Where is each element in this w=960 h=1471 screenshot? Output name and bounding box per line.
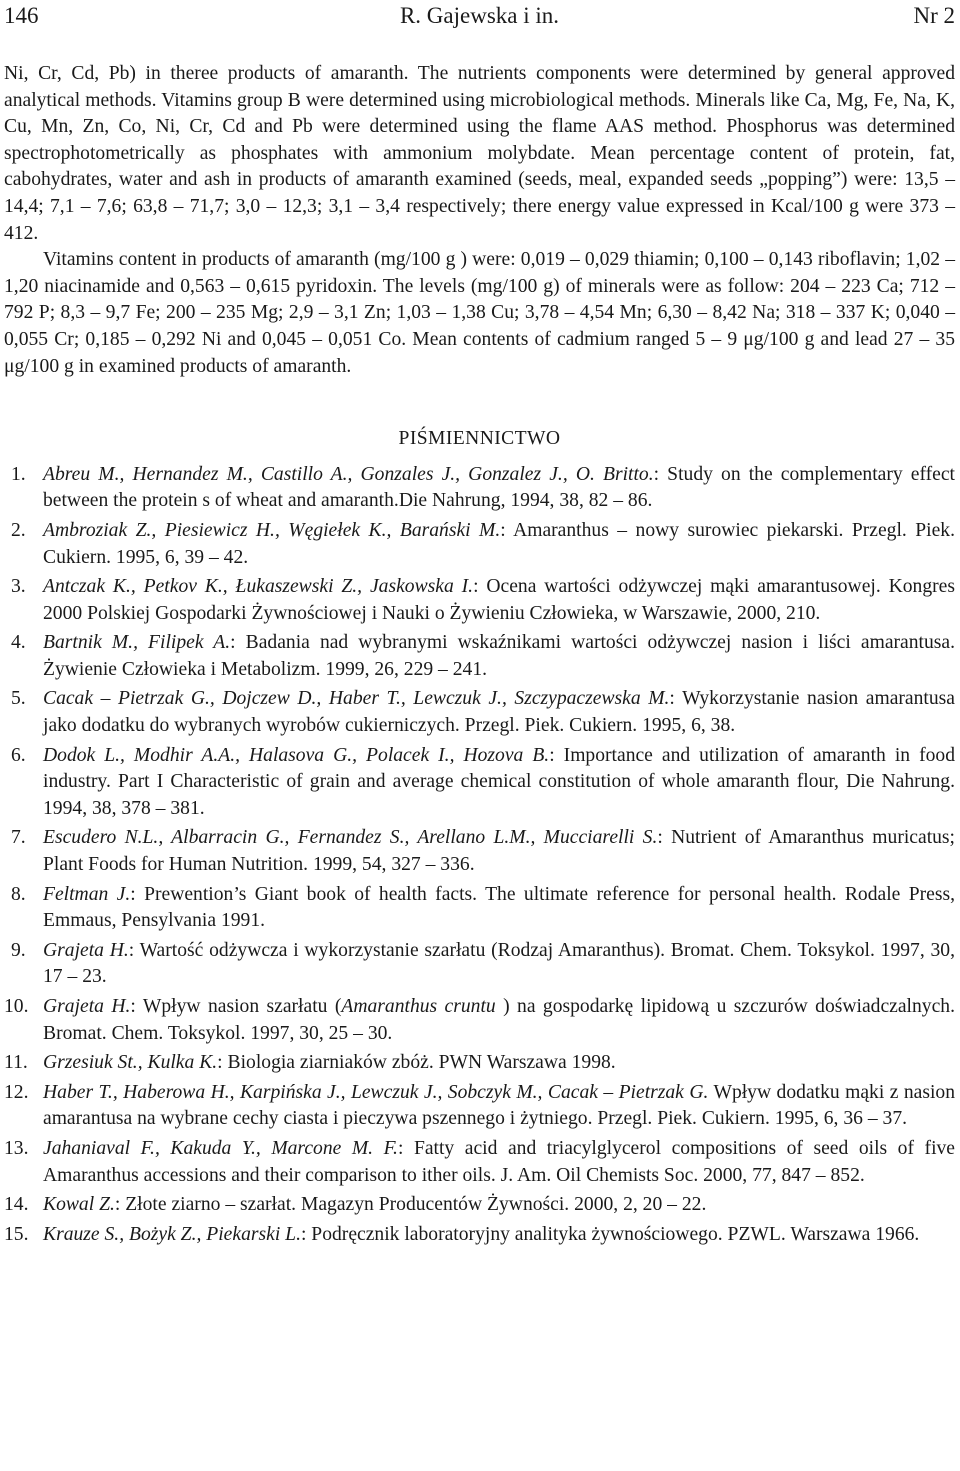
reference-item [4, 1222, 955, 1249]
reference-number: 12. [4, 1081, 29, 1103]
reference-details: : Amaranthus – nowy surowiec piekarski. Przegl. Piek. Cukiern. 1995, 6, 39 – 42. [43, 519, 955, 568]
reference-authors: Ambroziak Z., Piesiewicz H., Węgiełek K., Barański M. [43, 519, 501, 541]
reference-number: 4. [11, 632, 26, 654]
reference-number: 1. [11, 463, 26, 485]
reference-authors: Escudero N.L., Albarracin G., Fernandez S., Arellano L.M., Mucciarelli S. [43, 827, 658, 849]
reference-authors: Cacak – Pietrzak G., Dojczew D., Haber T., Lewczuk J., Szczypaczewska M. [43, 688, 670, 710]
running-header [4, 0, 955, 32]
reference-details: : Fatty acid and triacylglycerol compositions of seed oils of five Amaranthus accessions and their comparison to ither oils. J. Am. Oil Chemists Soc. 2000, 77, 847 – 852. [43, 1137, 956, 1186]
reference-authors: Jahaniaval F., Kakuda Y., Marcone M. F. [43, 1137, 398, 1159]
reference-details: : Importance and utilization of amaranth in food industry. Part I Characteristic of grain and average chemical constitution of whole amaranth flour, Die Nahrung. 1994, 38, 378 – 381. [43, 744, 955, 819]
running-title: R. Gajewska i in. [399, 3, 560, 28]
reference-details: : Study on the complementary effect between the protein s of wheat and amaranth.Die Nahrung, 1994, 38, 82 – 86. [43, 463, 955, 512]
reference-item [4, 1080, 955, 1133]
reference-number: 14. [4, 1194, 29, 1216]
reference-details: : Ocena wartości odżywczej mąki amarantusowej. Kongres 2000 Polskiej Gospodarki Żywnościowej i Nauki o Żywieniu Człowieka, w Warszawie, 2000, 210. [43, 576, 955, 624]
reference-item [4, 1136, 955, 1189]
reference-number: 8. [11, 883, 26, 905]
references-heading: PIŚMIENNICTWO [398, 428, 561, 450]
reference-item [4, 938, 955, 991]
reference-item [4, 686, 955, 739]
reference-number: 10. [4, 996, 29, 1017]
reference-number: 2. [11, 519, 26, 541]
reference-number: 9. [11, 939, 26, 961]
reference-item [4, 994, 955, 1047]
reference-details: : Wykorzystanie nasion amarantusa jako dodatku do wybranych wyrobów cukierniczych. Przegl. Piek. Cukiern. 1995, 6, 38. [43, 688, 955, 737]
reference-authors: Kowal Z. [43, 1194, 115, 1216]
reference-item [4, 743, 955, 823]
reference-authors: Grajeta H. [43, 996, 131, 1017]
reference-authors: Bartnik M., Filipek A. [43, 632, 231, 654]
reference-item [4, 574, 955, 627]
reference-number: 15. [4, 1223, 29, 1245]
reference-species-name: Amaranthus cruntu [341, 996, 496, 1017]
reference-number: 3. [11, 576, 26, 598]
reference-item [4, 462, 955, 515]
reference-details: : Badania nad wybranymi wskaźnikami wartości odżywczej nasion i liści amarantusa. Żywienie Człowieka i Metabolizm. 1999, 26, 229 – 241. [43, 632, 956, 680]
reference-item [4, 825, 955, 878]
reference-number: 11. [4, 1052, 28, 1074]
article-body [4, 61, 955, 1251]
page-number: 146 [4, 3, 39, 28]
reference-list [4, 462, 955, 1249]
abstract-paragraph: Ni, Cr, Cd, Pb) in theree products of amaranth. The nutrients components were determined by general approved analytical methods. Vitamins group B were determined using microbiological methods. Minerals like Ca, Mg, Fe, Na, K, Cu, Mn, Zn, Co, Ni, Cr, Cd and Pb were determined using the flame AAS method. Phosphorus was determined spectrophotometrically as phosphates with ammonium molybdate. Mean percentage content of protein, fat, cabohydrates, water and ash in products of amaranth examined (seeds, meal, expanded seeds „popping”) were: 13,5 – 14,4; 7,1 – 7,6; 63,8 – 71,7; 3,0 – 12,3; 3,1 – 3,4 respectively; there energy value expressed in Kcal/100 g were 373 – 412. [4, 63, 955, 244]
reference-details: : Wpływ nasion szarłatu ( [130, 996, 342, 1017]
reference-details: ) na gospodarkę lipidową u szczurów doświadczalnych. Bromat. Chem. Toksykol. 1997, 30, 25 – 30. [43, 996, 955, 1044]
reference-number: 7. [11, 827, 26, 849]
reference-authors: Dodok L., Modhir A.A., Halasova G., Polacek I., Hozova B. [43, 744, 550, 766]
reference-authors: Feltman J. [43, 883, 131, 905]
reference-authors: Grajeta H. [43, 939, 129, 961]
reference-item [4, 630, 955, 683]
reference-number: 5. [11, 688, 26, 710]
reference-authors: Abreu M., Hernandez M., Castillo A., Gonzales J., Gonzalez J., O. Britto. [43, 463, 654, 485]
reference-number: 13. [4, 1137, 29, 1159]
reference-authors: Antczak K., Petkov K., Łukaszewski Z., Jaskowska I. [43, 576, 474, 598]
reference-details: : Prewention’s Giant book of health facts. The ultimate reference for personal health. Rodale Press, Emmaus, Pensylvania 1991. [43, 883, 955, 932]
reference-number: 6. [11, 744, 26, 766]
reference-item [4, 1050, 955, 1077]
reference-details: : Złote ziarno – szarłat. Magazyn Producentów Żywności. 2000, 2, 20 – 22. [114, 1194, 707, 1216]
reference-item [4, 882, 955, 935]
reference-authors: Haber T., Haberowa H., Karpińska J., Lewczuk J., Sobczyk M., Cacak – Pietrzak G. [43, 1081, 709, 1103]
issue-number: Nr 2 [913, 3, 955, 28]
reference-details: : Biologia ziarniaków zbóż. PWN Warszawa 1998. [217, 1052, 616, 1074]
abstract-paragraph: Vitamins content in products of amaranth (mg/100 g ) were: 0,019 – 0,029 thiamin; 0,100 – 0,143 riboflavin; 1,02 – 1,20 niacinamide and 0,563 – 0,615 pyridoxin. The levels (mg/100 g) of minerals were as follow: 204 – 223 Ca; 712 – 792 P; 8,3 – 9,7 Fe; 200 – 235 Mg; 2,9 – 3,1 Zn; 1,03 – 1,38 Cu; 3,78 – 4,54 Mn; 6,30 – 8,42 Na; 318 – 337 K; 0,040 – 0,055 Cr; 0,185 – 0,292 Ni and 0,045 – 0,051 Co. Mean contents of cadmium ranged 5 – 9 μg/100 g and lead 27 – 35 μg/100 g in examined products of amaranth. [4, 249, 955, 377]
reference-details: : Wartość odżywcza i wykorzystanie szarłatu (Rodzaj Amaranthus). Bromat. Chem. Toksykol. 1997, 30, 17 – 23. [43, 939, 955, 988]
reference-item [4, 518, 955, 571]
reference-authors: Grzesiuk St., Kulka K. [43, 1052, 218, 1074]
reference-item [4, 1192, 955, 1219]
reference-details: : Podręcznik laboratoryjny analityka żywnościowego. PZWL. Warszawa 1966. [300, 1223, 920, 1245]
reference-details: : Nutrient of Amaranthus muricatus; Plant Foods for Human Nutrition. 1999, 54, 327 – 336. [43, 827, 955, 876]
reference-authors: Krauze S., Bożyk Z., Piekarski L. [43, 1223, 301, 1245]
reference-details: Wpływ dodatku mąki z nasion amarantusa na wybrane cechy ciasta i pieczywa pszennego i żytniego. Przegl. Piek. Cukiern. 1995, 6, 36 – 37. [43, 1081, 956, 1130]
